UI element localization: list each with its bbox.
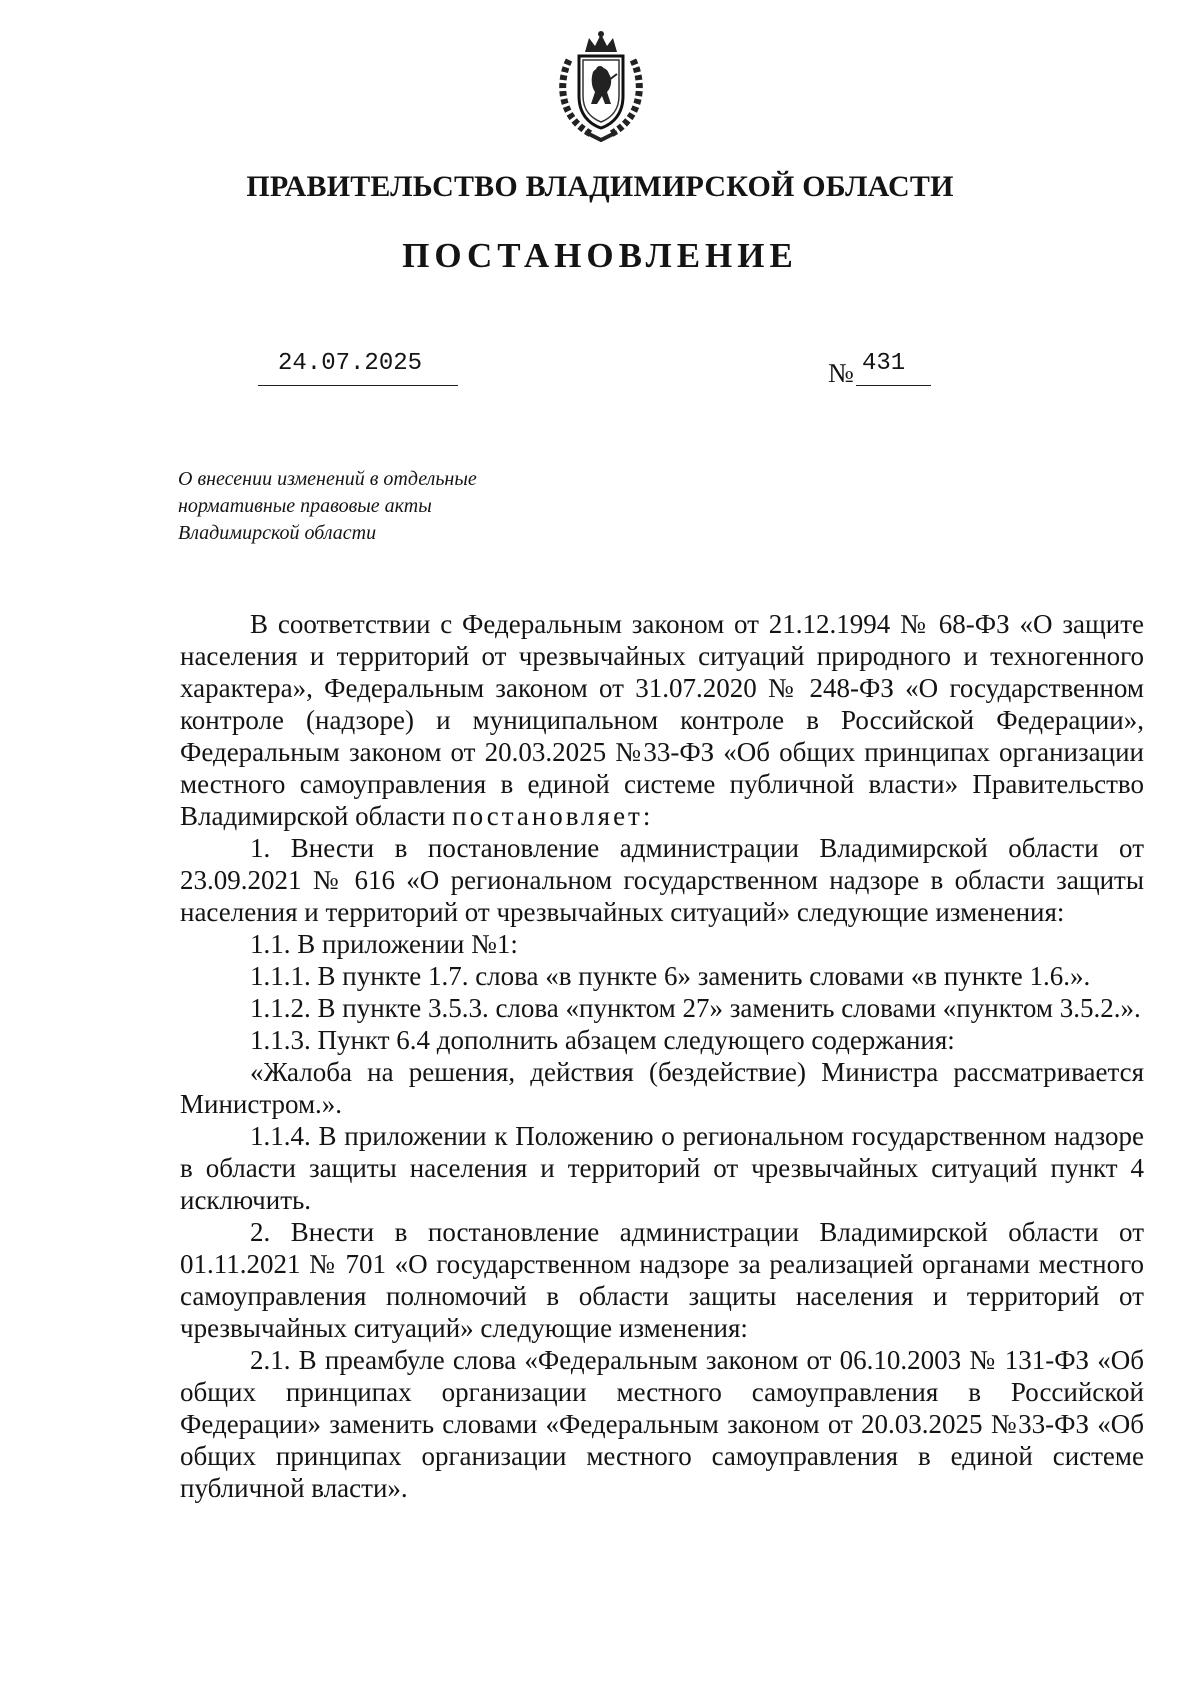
document-type: ПОСТАНОВЛЕНИЕ: [402, 236, 798, 275]
subject-line: О внесении изменений в отдельные: [178, 468, 477, 490]
number-sign: №: [828, 358, 854, 388]
paragraph-2-1: 2.1. В преамбуле слова «Федеральным законом от 06.10.2003 № 131-ФЗ «Об общих принципах организации местного самоуправления в Российской Федерации» заменить словами «Федеральным законом от 20.03.2025 №33-ФЗ «Об общих принципах организации местного самоуправления в единой системе публичной власти».: [180, 1345, 1144, 1503]
document-number: 431: [862, 350, 906, 377]
paragraph-1-1: 1.1. В приложении №1:: [250, 929, 518, 959]
paragraph-1-1-4: 1.1.4. В приложении к Положению о региональном государственном надзоре в области защиты населения и территорий от чрезвычайных ситуаций пункт 4 исключить.: [180, 1121, 1144, 1215]
paragraph-1: 1. Внести в постановление администрации Владимирской области от 23.09.2021 № 616 «О региональном государственном надзоре в области защиты населения и территорий от чрезвычайных ситуаций» следующие изменения:: [180, 833, 1144, 927]
preamble-paragraph: [180, 608, 1144, 832]
number-underline: [856, 385, 931, 386]
paragraph-1-1-3-quote: «Жалоба на решения, действия (бездействие) Министра рассматривается Министром.».: [180, 1057, 1144, 1119]
subject-line: Владимирской области: [178, 522, 377, 544]
subject-line: нормативные правовые акты: [178, 495, 432, 517]
paragraph-1-1-1: 1.1.1. В пункте 1.7. слова «в пункте 6» заменить словами «в пункте 1.6.».: [250, 961, 1091, 991]
document-date: 24.07.2025: [278, 350, 423, 377]
paragraph-1-1-2: 1.1.2. В пункте 3.5.3. слова «пунктом 27» заменить словами «пунктом 3.5.2.».: [250, 993, 1141, 1023]
government-name: ПРАВИТЕЛЬСТВО ВЛАДИМИРСКОЙ ОБЛАСТИ: [246, 170, 954, 203]
paragraph-1-1-3: 1.1.3. Пункт 6.4 дополнить абзацем следующего содержания:: [250, 1025, 955, 1055]
preamble-text: В соответствии с Федеральным законом от 21.12.1994 № 68-ФЗ «О защите населения и территорий от чрезвычайных ситуаций природного и техногенного характера», Федеральным законом от 31.07.2020 № 248-ФЗ «О государственном контроле (надзоре) и муниципальном контроле в Российской Федерации», Федеральным законом от 20.03.2025 №33-ФЗ «Об общих принципах организации местного самоуправления в единой системе публичной власти» Правительство Владимирской области: [180, 609, 1144, 831]
document-body: [180, 608, 1144, 1504]
document-subject: [178, 466, 558, 547]
date-underline: [258, 385, 458, 386]
coat-of-arms-icon: [555, 30, 647, 142]
resolves-word: постановляет:: [452, 801, 654, 831]
paragraph-2: 2. Внести в постановление администрации Владимирской области от 01.11.2021 № 701 «О государственном надзоре за реализацией органами местного самоуправления полномочий в области защиты населения и территорий от чрезвычайных ситуаций» следующие изменения:: [180, 1217, 1144, 1343]
